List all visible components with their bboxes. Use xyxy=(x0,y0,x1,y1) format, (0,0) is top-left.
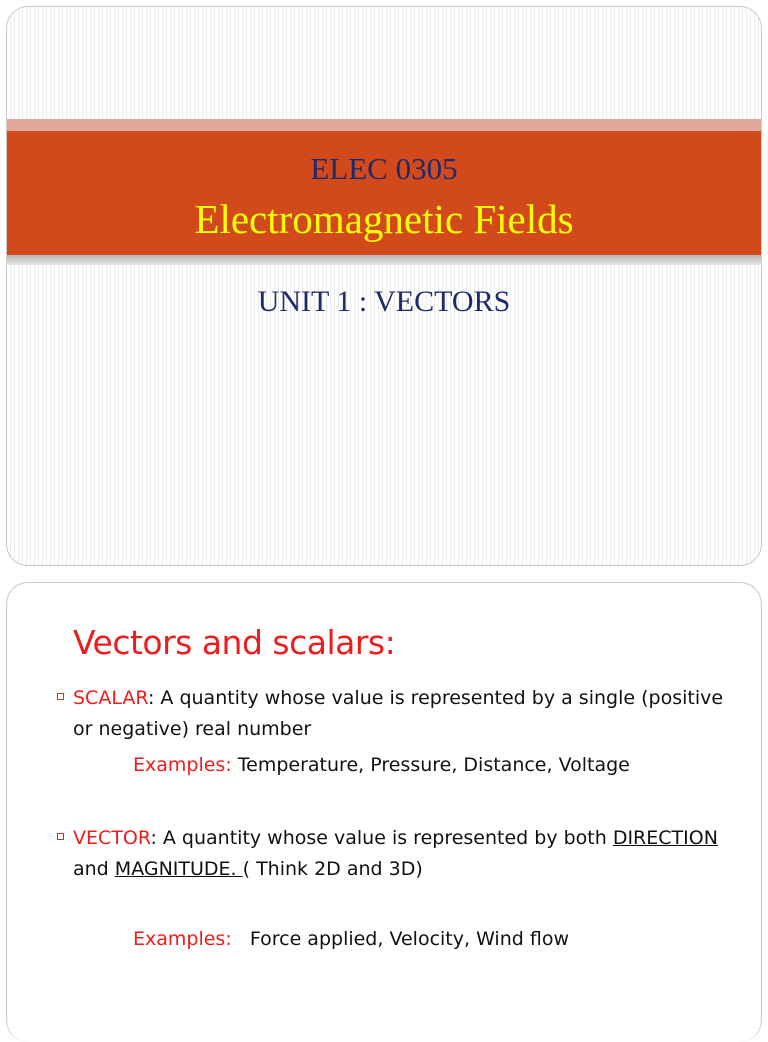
vector-definition-start: : A quantity whose value is represented by both xyxy=(150,827,613,849)
vector-term: VECTOR xyxy=(73,827,151,849)
scalar-term: SCALAR xyxy=(73,687,148,709)
vector-magnitude: MAGNITUDE. xyxy=(114,858,243,880)
unit-title: UNIT 1 : VECTORS xyxy=(257,285,511,318)
scalar-definition: : A quantity whose value is represented by a single (positive or negative) real number xyxy=(73,687,724,740)
title-band xyxy=(7,131,761,255)
vector-bullet xyxy=(57,823,747,885)
slide-heading: Vectors and scalars: xyxy=(73,623,396,662)
vector-direction: DIRECTION xyxy=(612,827,718,849)
bullet-square-icon xyxy=(57,833,64,840)
title-slide xyxy=(6,6,762,566)
vector-and: and xyxy=(73,858,115,880)
scalar-text xyxy=(73,683,747,745)
content-slide xyxy=(6,582,762,1042)
vector-examples-label: Examples: xyxy=(133,928,232,950)
scalar-bullet xyxy=(57,683,747,745)
scalar-examples-label: Examples: xyxy=(133,754,232,776)
title-band-shadow xyxy=(7,255,761,265)
vector-text xyxy=(73,823,747,885)
scalar-examples-text: Temperature, Pressure, Distance, Voltage xyxy=(231,754,630,776)
vector-examples xyxy=(133,928,569,950)
bullet-square-icon xyxy=(57,693,64,700)
course-code: ELEC 0305 xyxy=(310,151,458,186)
scalar-examples xyxy=(133,754,630,776)
vector-definition-end: ( Think 2D and 3D) xyxy=(242,858,423,880)
vector-examples-text: Force applied, Velocity, Wind flow xyxy=(231,928,569,950)
course-title: Electromagnetic Fields xyxy=(194,196,574,242)
